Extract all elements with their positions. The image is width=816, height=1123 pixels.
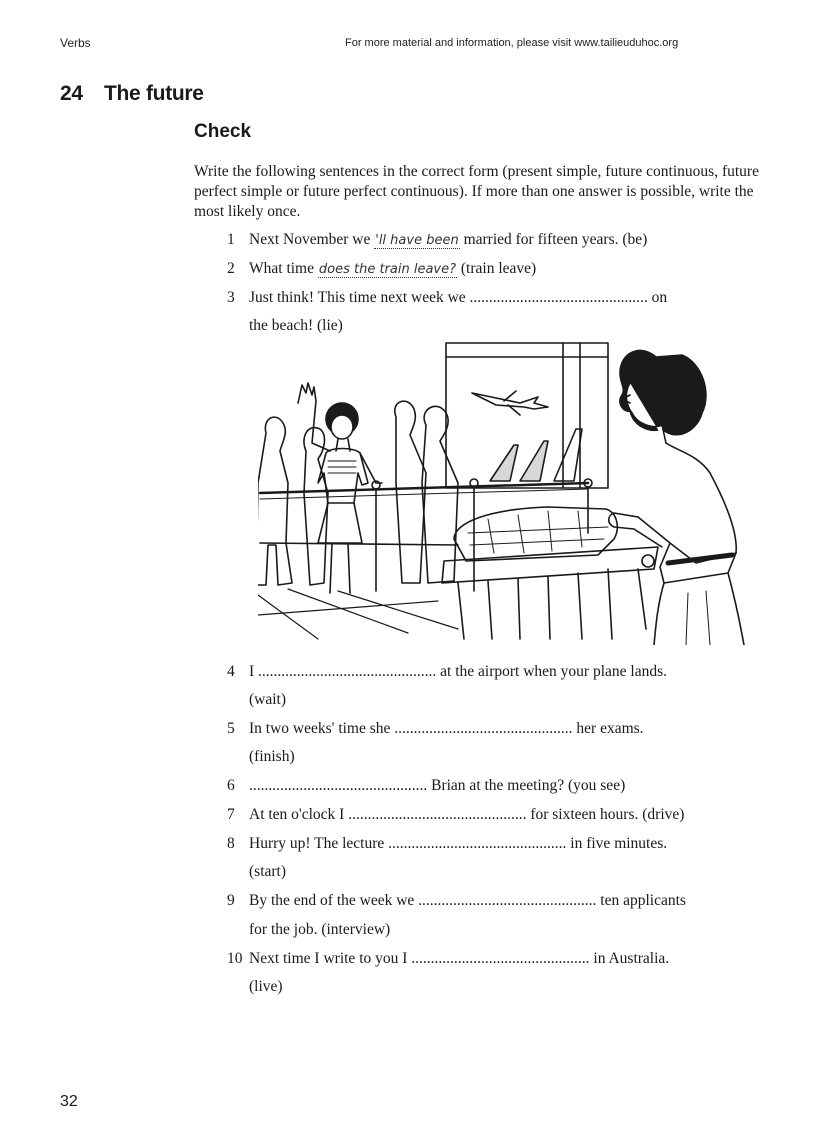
airplane-drawing (472, 391, 548, 415)
item-number: 3 (227, 289, 235, 306)
item-3-continuation: the beach! (lie) (249, 317, 343, 334)
example-answer: 'll have been (375, 233, 459, 248)
item-number: 5 (227, 720, 235, 737)
item-text: Hurry up! The lecture .............................................. in five minutes. (249, 835, 668, 852)
unit-title (60, 82, 204, 106)
unit-title-text: The future (104, 82, 204, 105)
item-number: 9 (227, 892, 235, 909)
item-text: By the end of the week we .............................................. ten applicants (249, 892, 686, 909)
item-number: 10 (227, 950, 243, 967)
example-answer: does the train leave? (318, 262, 457, 277)
waving-woman (298, 383, 382, 593)
item-5-continuation: (finish) (249, 748, 295, 765)
instructions: Write the following sentences in the correct form (present simple, future continuous, future perfect simple or future perfect continuous). If more than one answer is possible, write the most likely once. (194, 163, 759, 220)
item-number: 8 (227, 835, 235, 852)
item-10-continuation: (live) (249, 978, 283, 995)
item-number: 1 (227, 231, 235, 248)
unit-number: 24 (60, 82, 83, 105)
running-header-notice: For more material and information, please visit www.tailieuduhoc.org (345, 37, 679, 49)
item-text: Next time I write to you I .............................................. in Australia. (249, 950, 670, 967)
item-text (249, 259, 536, 280)
page-number: 32 (60, 1093, 78, 1110)
item-text: Just think! This time next week we .............................................. on (249, 289, 668, 306)
item-text: In two weeks' time she .............................................. her exams. (249, 720, 644, 737)
item-number: 4 (227, 663, 235, 680)
woman-in-foreground (609, 350, 744, 645)
item-4-continuation: (wait) (249, 691, 287, 708)
item-text-after: married for fifteen years. (be) (463, 231, 648, 248)
airport-illustration (258, 333, 762, 645)
item-text-after: (train leave) (460, 260, 537, 277)
item-text (249, 230, 647, 251)
item-number: 6 (227, 777, 235, 794)
item-text: .............................................. Brian at the meeting? (you see) (249, 777, 626, 794)
floor-lines (258, 589, 458, 639)
departure-window (446, 343, 608, 488)
tail-fins (490, 429, 582, 481)
item-number: 2 (227, 260, 235, 277)
check-heading: Check (194, 121, 252, 142)
item-8-continuation: (start) (249, 863, 287, 880)
item-text: I .............................................. at the airport when your plane lands. (249, 663, 667, 680)
item-text: At ten o'clock I .............................................. for sixteen hours. (drive) (249, 806, 685, 823)
item-text-before: What time (249, 260, 314, 277)
item-number: 7 (227, 806, 235, 823)
running-header-section: Verbs (60, 36, 91, 50)
item-text-before: Next November we (249, 231, 371, 248)
item-9-continuation: for the job. (interview) (249, 921, 391, 938)
